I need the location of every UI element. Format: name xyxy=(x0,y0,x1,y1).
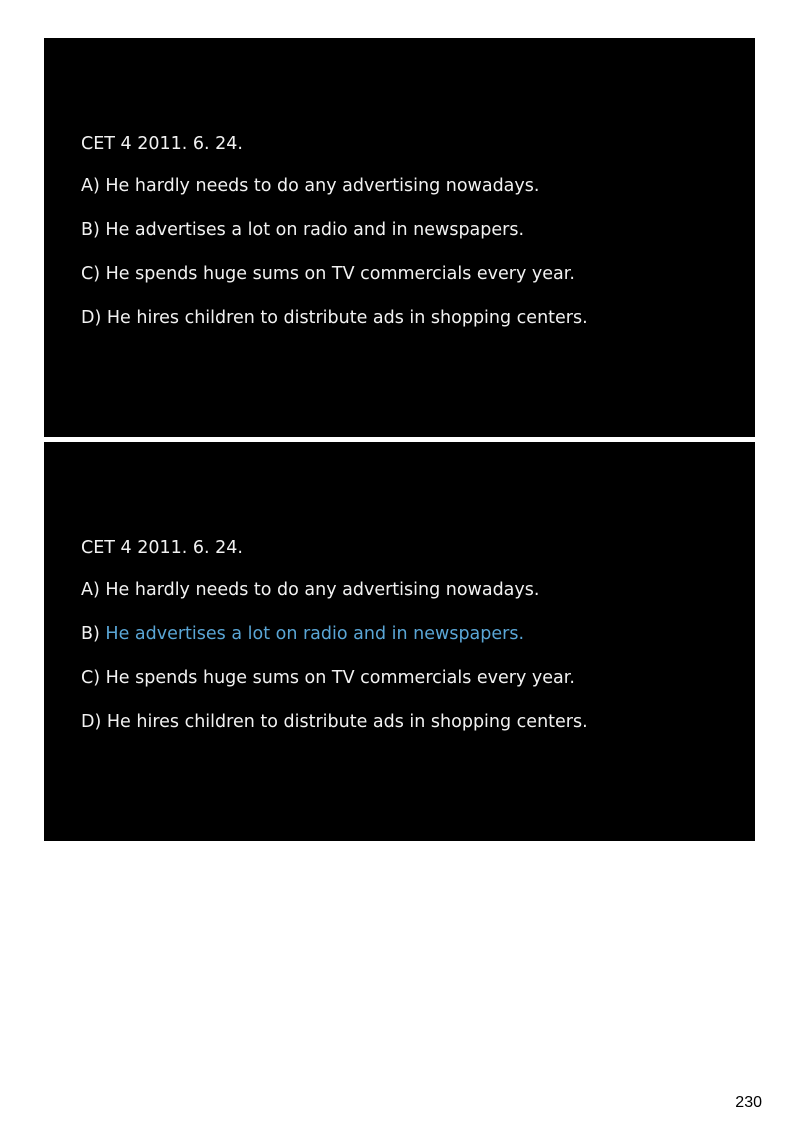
option-letter: B) xyxy=(81,624,100,644)
option-letter: C) xyxy=(81,668,101,688)
option-a xyxy=(81,175,745,197)
slide-content xyxy=(81,537,745,755)
option-letter: A) xyxy=(81,580,100,600)
option-b xyxy=(81,219,745,241)
option-d xyxy=(81,711,745,733)
option-a xyxy=(81,579,745,601)
option-letter: D) xyxy=(81,308,102,328)
option-letter: C) xyxy=(81,264,101,284)
page-number: 230 xyxy=(735,1094,762,1111)
option-text: He hires children to distribute ads in shopping centers. xyxy=(106,712,588,732)
option-letter: D) xyxy=(81,712,102,732)
option-c xyxy=(81,667,745,689)
option-b-answer xyxy=(81,623,745,645)
option-letter: A) xyxy=(81,176,100,196)
option-d xyxy=(81,307,745,329)
slide-1 xyxy=(44,38,755,437)
option-letter: B) xyxy=(81,220,100,240)
option-text: He advertises a lot on radio and in newspapers. xyxy=(105,220,525,240)
option-text: He hardly needs to do any advertising nowadays. xyxy=(105,176,540,196)
option-text: He spends huge sums on TV commercials every year. xyxy=(105,264,575,284)
option-text: He spends huge sums on TV commercials every year. xyxy=(105,668,575,688)
correct-answer-text: He advertises a lot on radio and in newspapers. xyxy=(105,624,525,644)
slide-content xyxy=(81,133,745,351)
option-text: He hardly needs to do any advertising nowadays. xyxy=(105,580,540,600)
slide-heading: CET 4 2011. 6. 24. xyxy=(81,538,243,558)
slide-heading: CET 4 2011. 6. 24. xyxy=(81,134,243,154)
option-text: He hires children to distribute ads in shopping centers. xyxy=(106,308,588,328)
slide-2 xyxy=(44,442,755,841)
option-c xyxy=(81,263,745,285)
